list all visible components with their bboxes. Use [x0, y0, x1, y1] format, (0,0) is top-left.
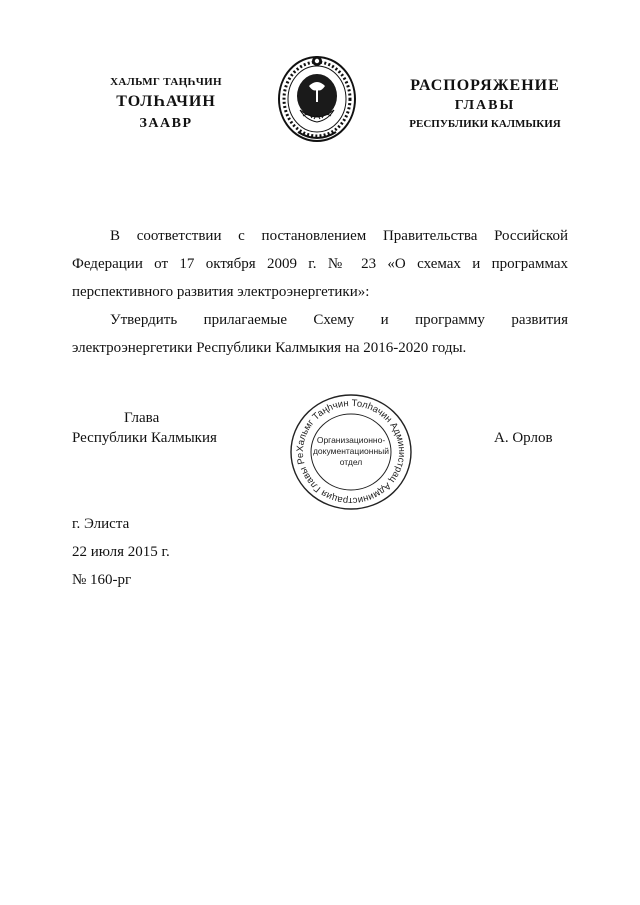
- stamp-ring-text: Хальмг Таңһчин Толһачин Администрац Администрация Главы Ре: [294, 397, 408, 507]
- stamp-center-line2: документационный: [312, 446, 390, 456]
- document-footer: [72, 510, 170, 594]
- document-body: [72, 222, 568, 362]
- official-stamp: [288, 392, 414, 512]
- signatory-title: [72, 408, 222, 448]
- signatory-title-line1: Глава: [124, 410, 160, 426]
- header-right-line2: ГЛАВЫ: [454, 98, 516, 113]
- footer-city: г. Элиста: [72, 516, 130, 532]
- footer-number: № 160-рг: [72, 572, 132, 588]
- header-right-line3: РЕСПУБЛИКИ КАЛМЫКИЯ: [409, 117, 561, 130]
- document-type-title: РАСПОРЯЖЕНИЕ: [410, 77, 560, 94]
- header-left-line3: ЗААВР: [139, 115, 193, 131]
- coat-of-arms-icon: [276, 52, 358, 144]
- body-paragraph-1: В соответствии с постановлением Правительства Российской Федерации от 17 октября 2009 г. № 23 «О схемах и программах перспективного развития электроэнергетики»:: [72, 228, 568, 300]
- header-left-line2: ТОЛҺАЧИН: [116, 92, 216, 110]
- body-paragraph-2: Утвердить прилагаемые Схему и программу развития электроэнергетики Республики Калмыкия на 2016-2020 годы.: [72, 312, 568, 356]
- header-left-block: [96, 76, 236, 132]
- stamp-center-line3: отдел: [339, 457, 363, 467]
- footer-date: 22 июля 2015 г.: [72, 544, 170, 560]
- header-right-block: [400, 76, 570, 131]
- header-left-line1: ХАЛЬМГ ТАҢҺЧИН: [110, 76, 222, 88]
- stamp-center-line1: Организационно-: [316, 435, 386, 445]
- signatory-title-line2: Республики Калмыкия: [72, 430, 217, 446]
- signatory-name: А. Орлов: [494, 430, 553, 446]
